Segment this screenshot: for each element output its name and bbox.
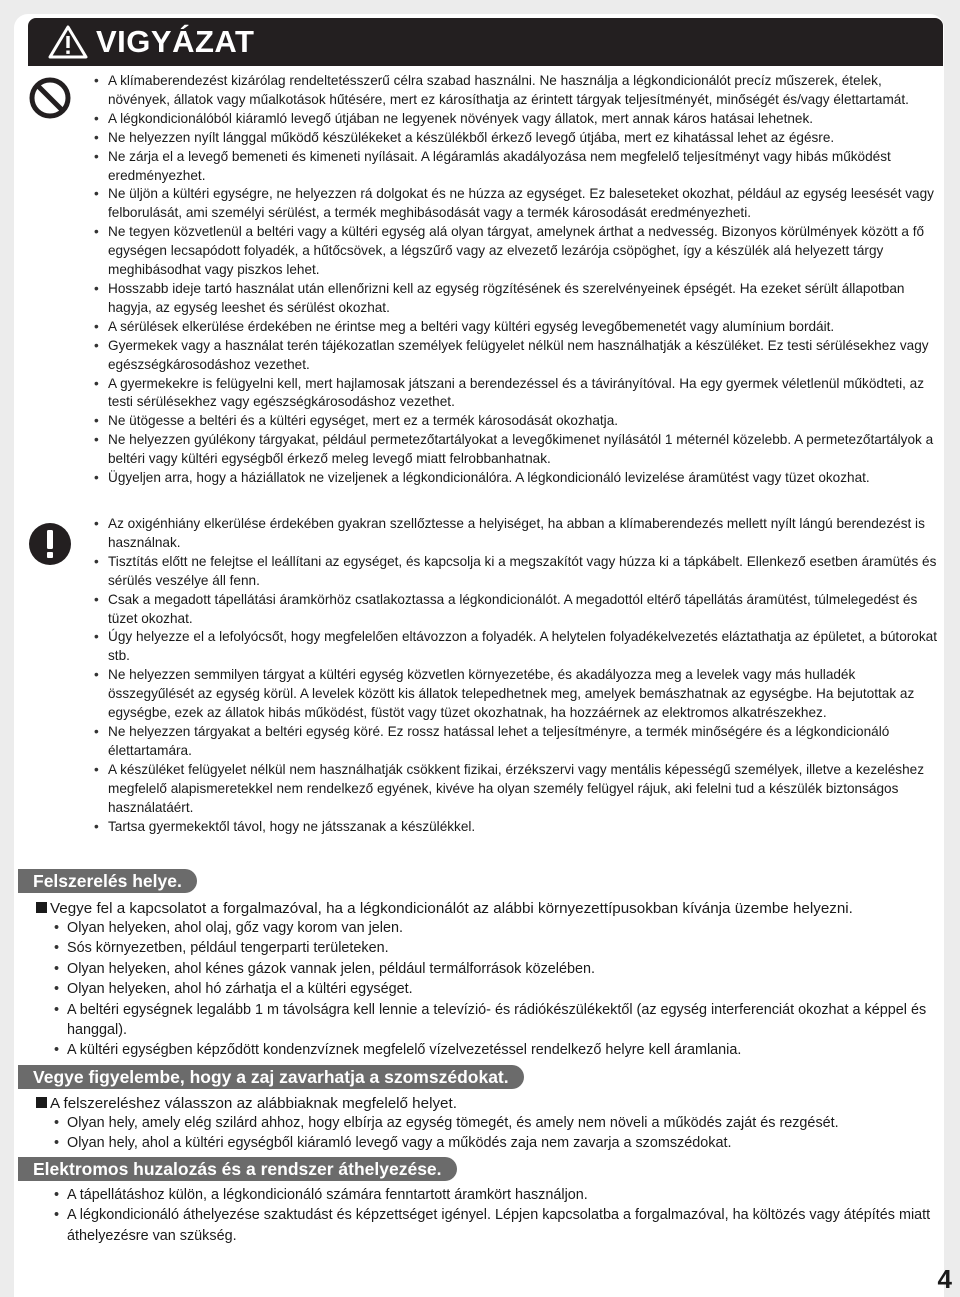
list-item: • A kültéri egységben képződött kondenzvíznek megfelelő vízelvezetéssel rendelkező helyre kell áramlania. (52, 1040, 942, 1060)
noise-lead (36, 1094, 457, 1113)
list-item: • Gyermekek vagy a használat terén tájékozatlan személyek felügyelet nélkül nem használhatják a készüléket. Ez testi sérülésekhez vagy egészségkárosodáshoz vezethet. (92, 337, 940, 375)
list-item: • A tápellátáshoz külön, a légkondicionáló számára fenntartott áramkört használjon. (52, 1185, 942, 1205)
warning-header (28, 18, 943, 66)
list-item: • Olyan helyeken, ahol hó zárhatja el a kültéri egységet. (52, 979, 942, 999)
list-item: • Ne helyezzen nyílt lánggal működő készülékeket a készülékből érkező levegő útjába, mert ez kihatással lehet az égésre. (92, 129, 940, 148)
list-item: • Tisztítás előtt ne felejtse el leállítani az egységet, és kapcsolja ki a megszakítót vagy húzza ki a tápkábelt. Ellenkező esetben áramütés és sérülés veszélye áll fenn. (92, 553, 940, 591)
page-number: 4 (937, 1264, 952, 1294)
list-item: • Olyan hely, ahol a kültéri egységből kiáramló levegő vagy a működés zaja nem zavarja a szomszédokat. (52, 1133, 942, 1153)
section-installation-title: Felszerelés helye. (18, 869, 197, 893)
warning-triangle-icon (48, 25, 88, 59)
list-item: • Ne üljön a kültéri egységre, ne helyezzen rá dolgokat és ne húzza az egységet. Ez baleseteket okozhat, például az egység leesését vagy felborulását, ami személyi sérülést, a termék meghibásodását vagy a termék károsodását eredményezheti. (92, 185, 940, 223)
mandatory-list (92, 515, 940, 836)
list-item: • Ne helyezzen gyúlékony tárgyakat, például permetezőtartályokat a levegőkimenet nyílásától 1 méternél közelebb. A permetezőtartályok a beltéri vagy kültéri egységből érkező meleg levegő miatt felrobbanhatnak. (92, 431, 940, 469)
list-item: • Ügyeljen arra, hogy a háziállatok ne vizeljenek a légkondicionálóra. A légkondicionáló levizelése áramütést vagy tüzet okozhat. (92, 469, 940, 488)
list-item: • A sérülések elkerülése érdekében ne érintse meg a beltéri vagy kültéri egység levegőbemenetét vagy alumínium bordáit. (92, 318, 940, 337)
list-item: • Ne tegyen közvetlenül a beltéri vagy a kültéri egység alá olyan tárgyat, amelynek árthat a nedvesség. Bizonyos körülmények között a fő egységen lecsapódott folyadék, a hűtőcsövek, a légszűrő vagy az elvezető lezárója csöpöghet, így a készülék alá helyezett tárgy meghibásodhat vagy piszkos lehet. (92, 223, 940, 280)
list-item: • Olyan helyeken, ahol olaj, gőz vagy korom van jelen. (52, 918, 942, 938)
section-noise-title: Vegye figyelembe, hogy a zaj zavarhatja a szomszédokat. (18, 1065, 524, 1089)
list-item: • A beltéri egységnek legalább 1 m távolságra kell lennie a televízió- és rádiókészülékektől (az egység interferenciát okozhat a képpel és hanggal). (52, 1000, 942, 1041)
noise-lead-text: A felszereléshez válasszon az alábbiaknak megfelelő helyet. (50, 1095, 457, 1112)
list-item: • Ne ütögesse a beltéri és a kültéri egységet, mert ez a termék károsodását okozhatja. (92, 412, 940, 431)
square-bullet-icon (36, 902, 47, 913)
list-item: • Az oxigénhiány elkerülése érdekében gyakran szellőztesse a helyiséget, ha abban a klímaberendezés mellett nyílt lángú berendezést is használnak. (92, 515, 940, 553)
list-item: • Ne helyezzen semmilyen tárgyat a kültéri egység közvetlen környezetébe, és akadályozza meg a levelek vagy más hulladék összegyűlését az egység körül. A levelek között kis állatok telepedhetnek meg, amelyek bemászhatnak az egységbe. Ha bejutottak az egységbe, ezek az állatok hibás működést, füstöt vagy tüzet okozhatnak, ha hozzáérnek az elektromos alkatrészekhez. (92, 666, 940, 723)
square-bullet-icon (36, 1097, 47, 1108)
mandatory-icon (28, 522, 72, 566)
list-item: • Csak a megadott tápellátási áramkörhöz csatlakoztassa a légkondicionálót. A megadottól eltérő tápellátás áramütést, túlmelegedést és tüzet okozhat. (92, 591, 940, 629)
list-item: • Tartsa gyermekektől távol, hogy ne játsszanak a készülékkel. (92, 818, 940, 837)
wiring-list (52, 1185, 942, 1246)
list-item: • A klímaberendezést kizárólag rendeltetésszerű célra szabad használni. Ne használja a légkondicionálót precíz műszerek, ételek, növények, állatok vagy műalkotások hűtésére, mert ez károsíthatja az érintett tárgyak teljesítményét, minőségét és/vagy élettartamát. (92, 72, 940, 110)
installation-lead (36, 899, 853, 918)
list-item: • Olyan hely, amely elég szilárd ahhoz, hogy elbírja az egység tömegét, és amely nem növeli a működés zaját és rezgését. (52, 1113, 942, 1133)
list-item: • Ne zárja el a levegő bemeneti és kimeneti nyílásait. A légáramlás akadályozása nem megfelelő teljesítményt vagy hibás működést eredményezhet. (92, 148, 940, 186)
installation-lead-text: Vegye fel a kapcsolatot a forgalmazóval, ha a légkondicionálót az alábbi környezettípusokban kívánja üzembe helyezni. (50, 900, 853, 917)
noise-list (52, 1113, 942, 1154)
installation-list (52, 918, 942, 1061)
list-item: • Olyan helyeken, ahol kénes gázok vannak jelen, például termálforrások közelében. (52, 959, 942, 979)
list-item: • Úgy helyezze el a lefolyócsőt, hogy megfelelően eltávozzon a folyadék. A helytelen folyadékelvezetés eláztathatja az épületet, a bútorokat stb. (92, 628, 940, 666)
prohibited-list (92, 72, 940, 488)
list-item: • A légkondicionáló áthelyezése szaktudást és képzettséget igényel. Lépjen kapcsolatba a forgalmazóval, ha költözés vagy átépítés miatt áthelyezésre van szükség. (52, 1205, 942, 1246)
section-wiring-title: Elektromos huzalozás és a rendszer áthelyezése. (18, 1157, 457, 1181)
list-item: • Hosszabb ideje tartó használat után ellenőrizni kell az egység rögzítésének és szerelvényeinek épségét. Ha ezeket sérült állapotban hagyja, az egység leeshet és sérülést okozhat. (92, 280, 940, 318)
warning-title: VIGYÁZAT (96, 24, 255, 59)
list-item: • A légkondicionálóból kiáramló levegő útjában ne legyenek növények vagy állatok, mert annak káros hatásai lehetnek. (92, 110, 940, 129)
list-item: • A készüléket felügyelet nélkül nem használhatják csökkent fizikai, érzékszervi vagy mentális képességű személyek, illetve a kezeléshez megfelelő alapismeretekkel nem rendelkező egyének, kivéve ha olyan személy felügyel rájuk, aki felelni tud a készülék biztonságos használatáért. (92, 761, 940, 818)
list-item: • A gyermekekre is felügyelni kell, mert hajlamosak játszani a berendezéssel és a távirányítóval. Ha egy gyermek véletlenül működteti, az testi sérülésekhez vagy egészségkárosodáshoz vezethet. (92, 375, 940, 413)
prohibited-icon (28, 76, 72, 120)
list-item: • Sós környezetben, például tengerparti területeken. (52, 938, 942, 958)
list-item: • Ne helyezzen tárgyakat a beltéri egység köré. Ez rossz hatással lehet a teljesítményre, a termék minőségére és a légkondicionáló élettartamára. (92, 723, 940, 761)
